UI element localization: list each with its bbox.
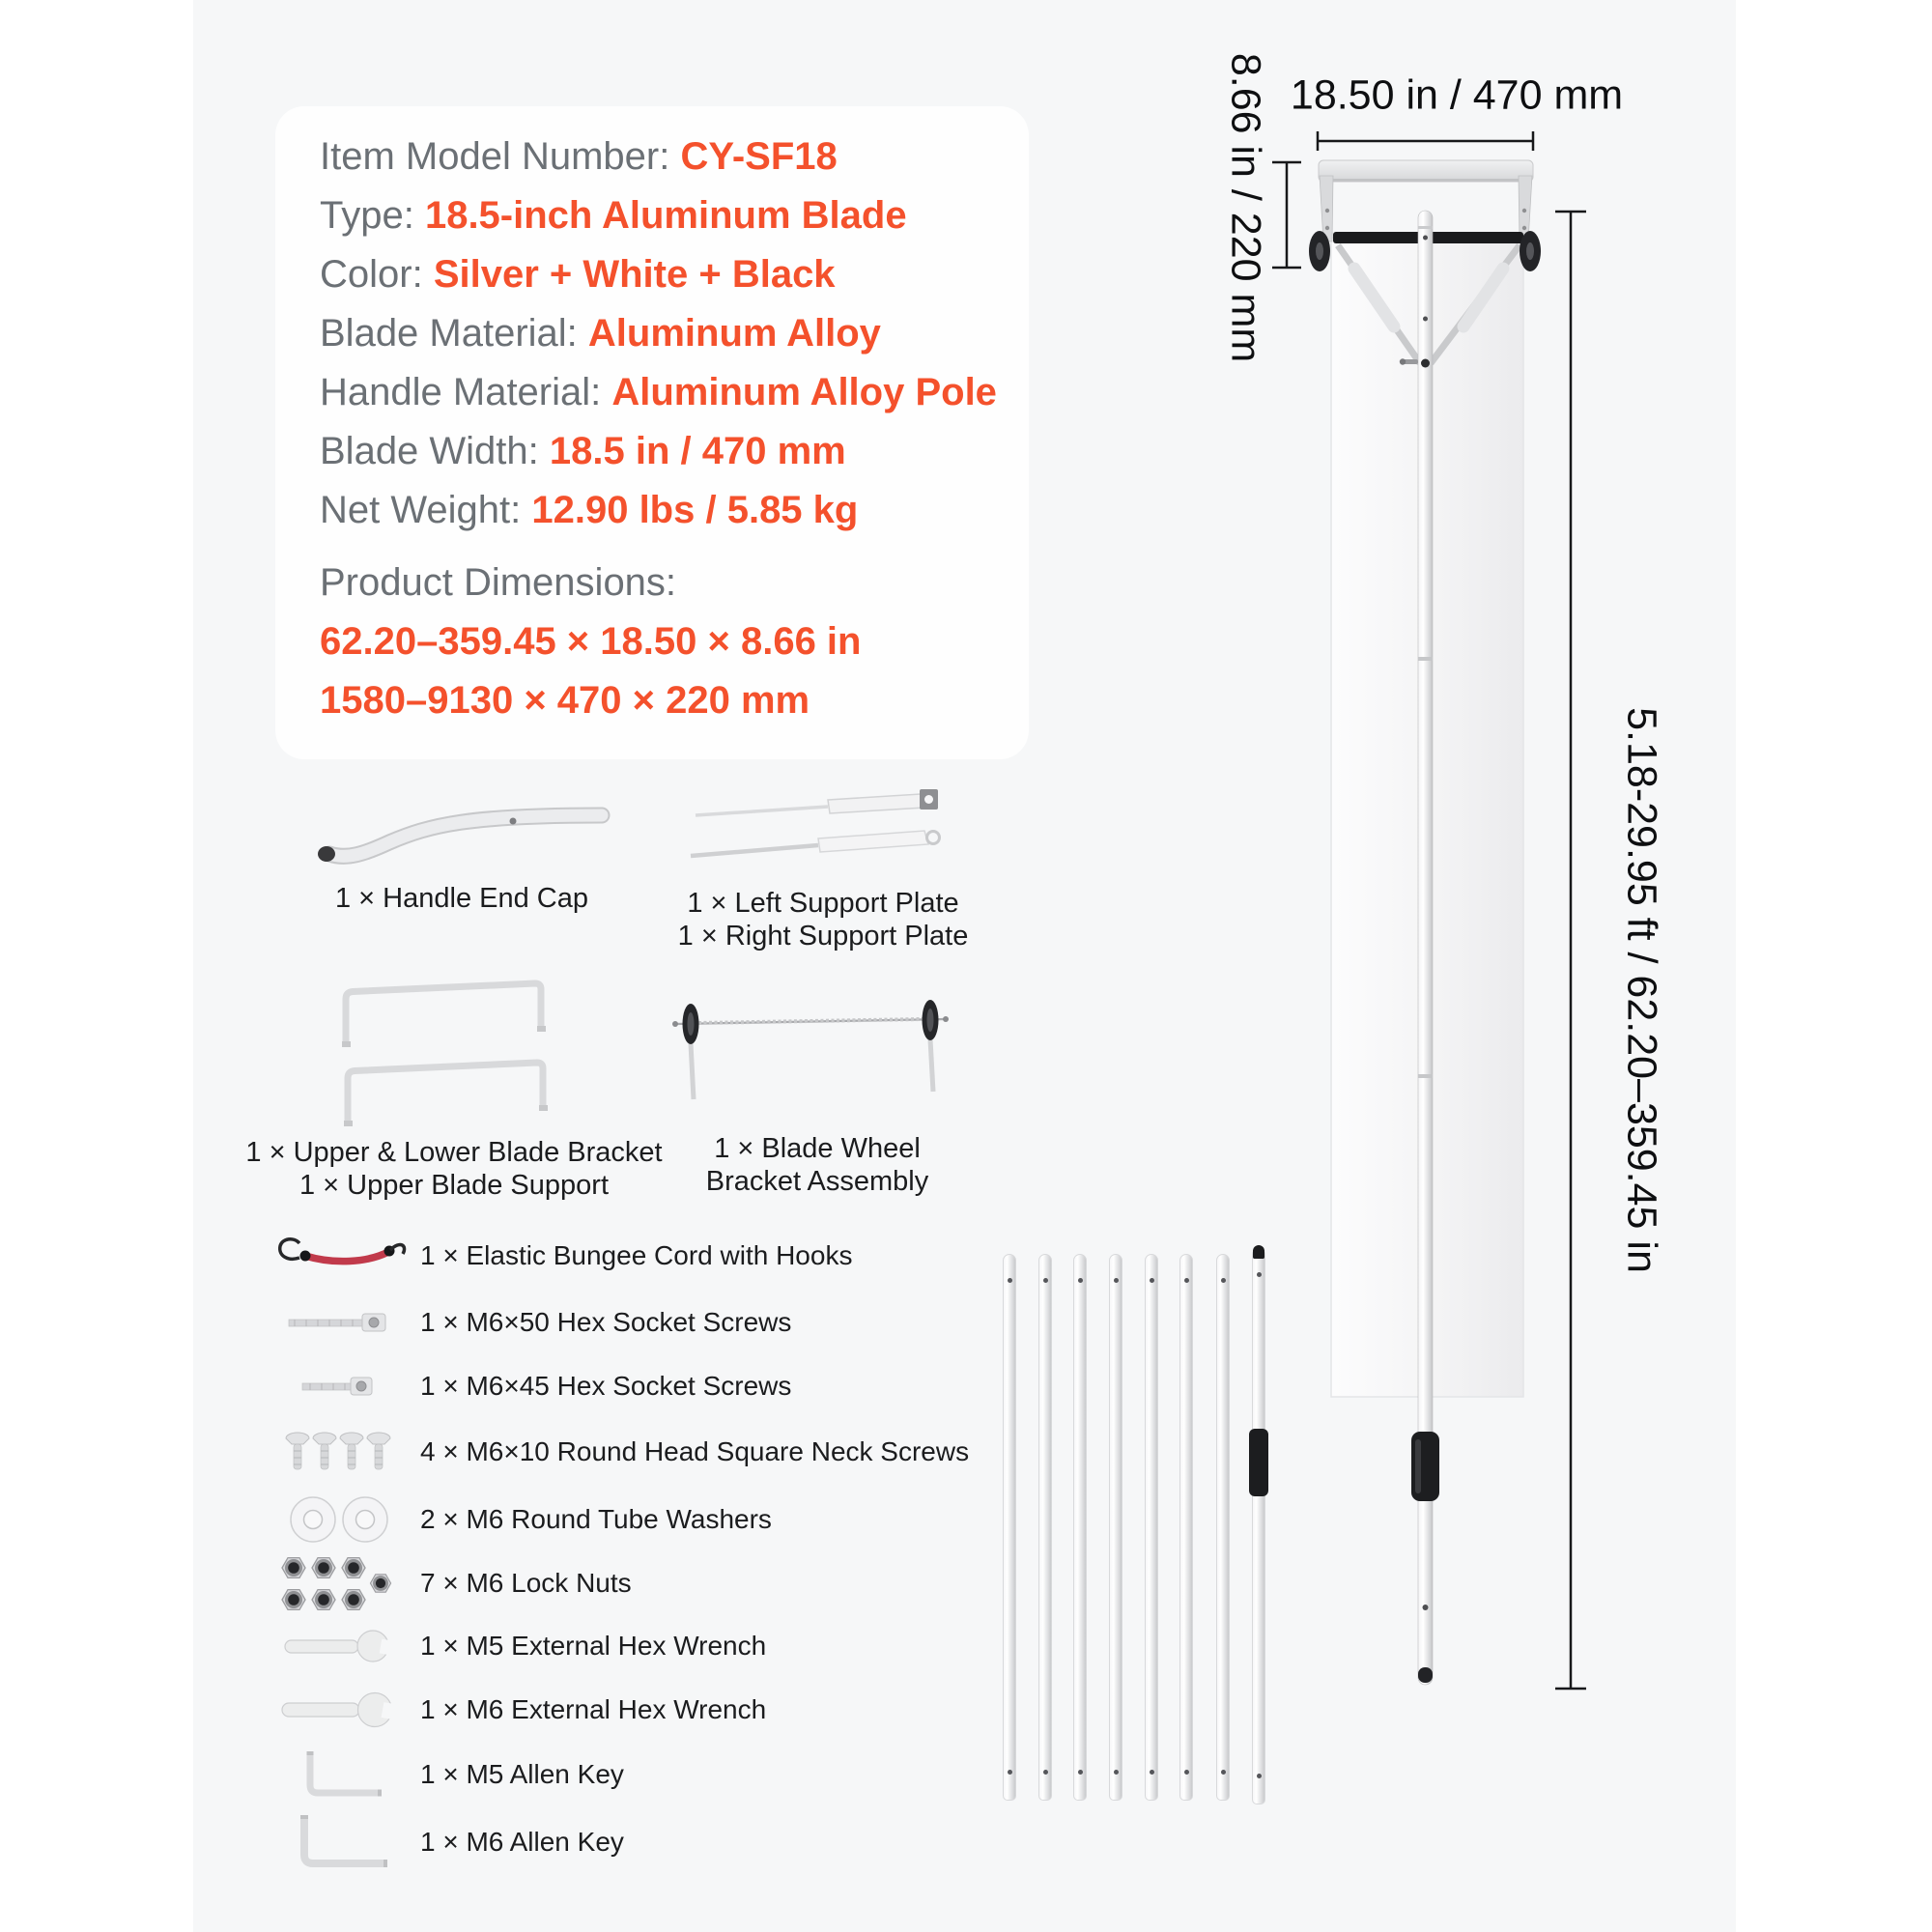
- dimension-label-width: 18.50 in / 470 mm: [1290, 71, 1624, 119]
- hardware-row: [261, 1811, 624, 1873]
- part-label-handle-end-cap: 1 × Handle End Cap: [335, 883, 588, 914]
- hardware-label: 1 × M5 Allen Key: [420, 1759, 624, 1789]
- allen-key-m6-icon: [261, 1812, 420, 1872]
- handle-end-cap-illustration: [314, 800, 613, 875]
- spec-row: Color: Silver + White + Black: [320, 253, 836, 296]
- hex-wrench-m6-icon: [261, 1689, 420, 1731]
- part-label-blade-brackets: 1 × Upper & Lower Blade Bracket 1 × Upper Blade Support: [245, 1137, 663, 1201]
- hardware-row: [261, 1552, 632, 1614]
- blade-brackets-illustration: [336, 978, 558, 1142]
- hex-wrench-m5-icon: [261, 1627, 420, 1665]
- hardware-label: 1 × M5 External Hex Wrench: [420, 1631, 767, 1661]
- part-label-support-plates: 1 × Left Support Plate 1 × Right Support Plate: [677, 888, 969, 952]
- allen-key-m5-icon: [261, 1748, 420, 1801]
- hardware-row: [261, 1679, 766, 1741]
- pole-end-tip: [1418, 1667, 1433, 1683]
- hardware-row: [261, 1355, 791, 1417]
- hex-socket-screw-short-icon: [261, 1376, 420, 1397]
- hardware-label: 1 × M6×45 Hex Socket Screws: [420, 1371, 792, 1401]
- hardware-row: [261, 1615, 766, 1677]
- hardware-label: 1 × M6×50 Hex Socket Screws: [420, 1307, 792, 1337]
- washers-icon: [261, 1494, 420, 1545]
- part-label-wheel-assembly: 1 × Blade Wheel Bracket Assembly: [705, 1133, 929, 1197]
- spec-row: Blade Material: Aluminum Alloy: [320, 312, 881, 355]
- lock-nuts-icon: [261, 1551, 420, 1615]
- blade-wheel-assembly-illustration: [669, 983, 952, 1111]
- bungee-cord-icon: [261, 1233, 420, 1279]
- spec-row: Product Dimensions:: [320, 561, 677, 604]
- spec-row: Blade Width: 18.5 in / 470 mm: [320, 430, 846, 472]
- pole-segment-with-grip: [1252, 1248, 1265, 1804]
- hardware-label: 2 × M6 Round Tube Washers: [420, 1504, 772, 1534]
- pole-grip: [1249, 1429, 1268, 1496]
- hardware-row: [261, 1421, 969, 1483]
- hex-socket-screw-long-icon: [261, 1312, 420, 1333]
- spec-row: 1580–9130 × 470 × 220 mm: [320, 679, 810, 722]
- hardware-label: 1 × M6 Allen Key: [420, 1827, 624, 1857]
- hardware-row: [261, 1489, 772, 1550]
- spec-row: Handle Material: Aluminum Alloy Pole: [320, 371, 997, 413]
- spec-row: Item Model Number: CY-SF18: [320, 135, 838, 178]
- spec-row: 62.20–359.45 × 18.50 × 8.66 in: [320, 620, 862, 663]
- pole-segment: [1038, 1254, 1052, 1801]
- hardware-label: 7 × M6 Lock Nuts: [420, 1568, 632, 1598]
- dimension-label-length: 5.18-29.95 ft / 62.20–359.45 in: [1618, 707, 1665, 1273]
- support-plates-illustration: [681, 784, 956, 881]
- dimension-label-depth: 8.66 in / 220 mm: [1222, 52, 1269, 363]
- hardware-label: 1 × M6 External Hex Wrench: [420, 1694, 767, 1724]
- snow-roof-rake-illustration: [1236, 39, 1739, 1739]
- pole-segment: [1145, 1254, 1158, 1801]
- pole-end-cap: [1253, 1245, 1264, 1259]
- pole-segment: [1179, 1254, 1193, 1801]
- hardware-label: 1 × Elastic Bungee Cord with Hooks: [420, 1240, 853, 1270]
- brace-bolt: [1421, 359, 1430, 368]
- hardware-row: [261, 1292, 791, 1353]
- pole-segment: [1109, 1254, 1122, 1801]
- hardware-row: [261, 1225, 852, 1287]
- pole-segment: [1216, 1254, 1230, 1801]
- spec-row: Type: 18.5-inch Aluminum Blade: [320, 194, 907, 237]
- pole-segment: [1073, 1254, 1087, 1801]
- spec-row: Net Weight: 12.90 lbs / 5.85 kg: [320, 489, 859, 531]
- hardware-label: 4 × M6×10 Round Head Square Neck Screws: [420, 1436, 970, 1466]
- specs-card: [275, 106, 1029, 759]
- pole-segment: [1003, 1254, 1016, 1801]
- hardware-row: [261, 1744, 624, 1805]
- round-head-screws-icon: [261, 1429, 420, 1475]
